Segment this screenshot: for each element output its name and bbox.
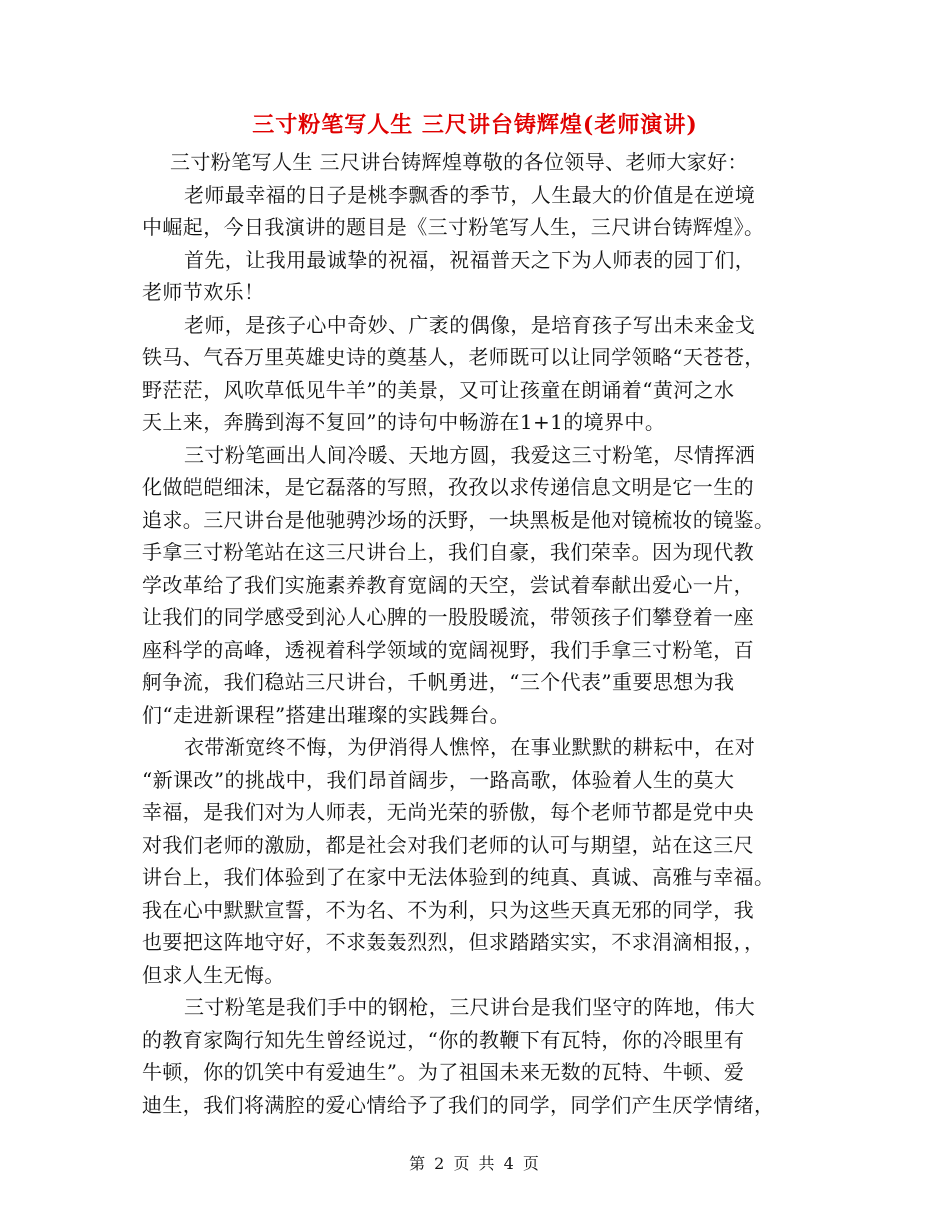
- body-line: “新课改”的挑战中，我们昂首阔步，一路高歌，体验着人生的莫大: [142, 767, 735, 792]
- body-line: 铁马、气吞万里英雄史诗的奠基人，老师既可以让同学领略“天苍苍，: [142, 345, 765, 369]
- body-line: 老师最幸福的日子是桃李飘香的季节，人生最大的价值是在逆境: [184, 182, 756, 207]
- page-number: 第 2 页 共 4 页: [409, 1154, 541, 1173]
- body-line: 三寸粉笔是我们手中的钢枪，三尺讲台是我们坚守的阵地，伟大: [184, 995, 756, 1019]
- body-line: 三寸粉笔写人生 三尺讲台铸辉煌尊敬的各位领导、老师大家好：: [170, 150, 748, 174]
- body-line: 迪生，我们将满腔的爱心情给予了我们的同学，同学们产生厌学情绪，: [142, 1092, 775, 1117]
- body-line: 衣带渐宽终不悔，为伊消得人憔悴，在事业默默的耕耘中，在对: [184, 735, 756, 759]
- body-line: 学改革给了我们实施素养教育宽阔的天空，尝试着奉献出爱心一片，: [142, 572, 754, 597]
- body-line: 讲台上，我们体验到了在家中无法体验到的纯真、真诚、高雅与幸福。: [142, 865, 775, 889]
- body-line: 让我们的同学感受到沁人心脾的一股股暖流，带领孩子们攀登着一座: [142, 605, 754, 629]
- body-line: 但求人生无悔。: [142, 962, 285, 987]
- document-body: [142, 146, 806, 1121]
- body-line: 老师，是孩子心中奇妙、广袤的偶像，是培育孩子写出未来金戈: [184, 312, 756, 337]
- body-line: 化做皑皑细沫，是它磊落的写照，孜孜以求传递信息文明是它一生的: [142, 475, 754, 499]
- body-line: 幸福，是我们对为人师表，无尚光荣的骄傲，每个老师节都是党中央: [142, 800, 754, 824]
- body-line: 三寸粉笔画出人间冷暖、天地方圆，我爱这三寸粉笔，尽情挥洒: [184, 442, 756, 467]
- body-line: 野茫茫，风吹草低见牛羊”的美景，又可让孩童在朗诵着“黄河之水: [142, 377, 735, 402]
- body-line: 的教育家陶行知先生曾经说过，“你的教鞭下有瓦特，你的冷眼里有: [142, 1027, 745, 1052]
- body-line: 老师节欢乐！: [142, 280, 265, 304]
- body-line: 舸争流，我们稳站三尺讲台，千帆勇进，“三个代表”重要思想为我: [142, 670, 735, 694]
- body-line: 中崛起，今日我演讲的题目是《三寸粉笔写人生，三尺讲台铸辉煌》。: [142, 215, 765, 239]
- body-line: 天上来，奔腾到海不复回”的诗句中畅游在1+1的境界中。: [142, 410, 666, 434]
- body-line: 牛顿，你的饥笑中有爱迪生”。为了祖国未来无数的瓦特、牛顿、爱: [142, 1060, 745, 1084]
- body-line: 追求。三尺讲台是他驰骋沙场的沃野，一块黑板是他对镜梳妆的镜鉴。: [142, 507, 775, 532]
- body-line: 手拿三寸粉笔站在这三尺讲台上，我们自豪，我们荣幸。因为现代教: [142, 540, 754, 564]
- body-line: 对我们老师的激励，都是社会对我们老师的认可与期望，站在这三尺: [142, 832, 754, 857]
- document-title: 三寸粉笔写人生 三尺讲台铸辉煌(老师演讲): [252, 112, 698, 138]
- body-line: 座科学的高峰，透视着科学领域的宽阔视野，我们手拿三寸粉笔，百: [142, 637, 754, 662]
- body-line: 也要把这阵地守好，不求轰轰烈烈，但求踏踏实实，不求涓滴相报，，: [142, 930, 765, 954]
- body-line: 们“走进新课程”搭建出璀璨的实践舞台。: [142, 702, 511, 727]
- body-line: 我在心中默默宣誓，不为名、不为利，只为这些天真无邪的同学，我: [142, 897, 754, 922]
- body-line: 首先，让我用最诚挚的祝福，祝福普天之下为人师表的园丁们，: [184, 247, 756, 272]
